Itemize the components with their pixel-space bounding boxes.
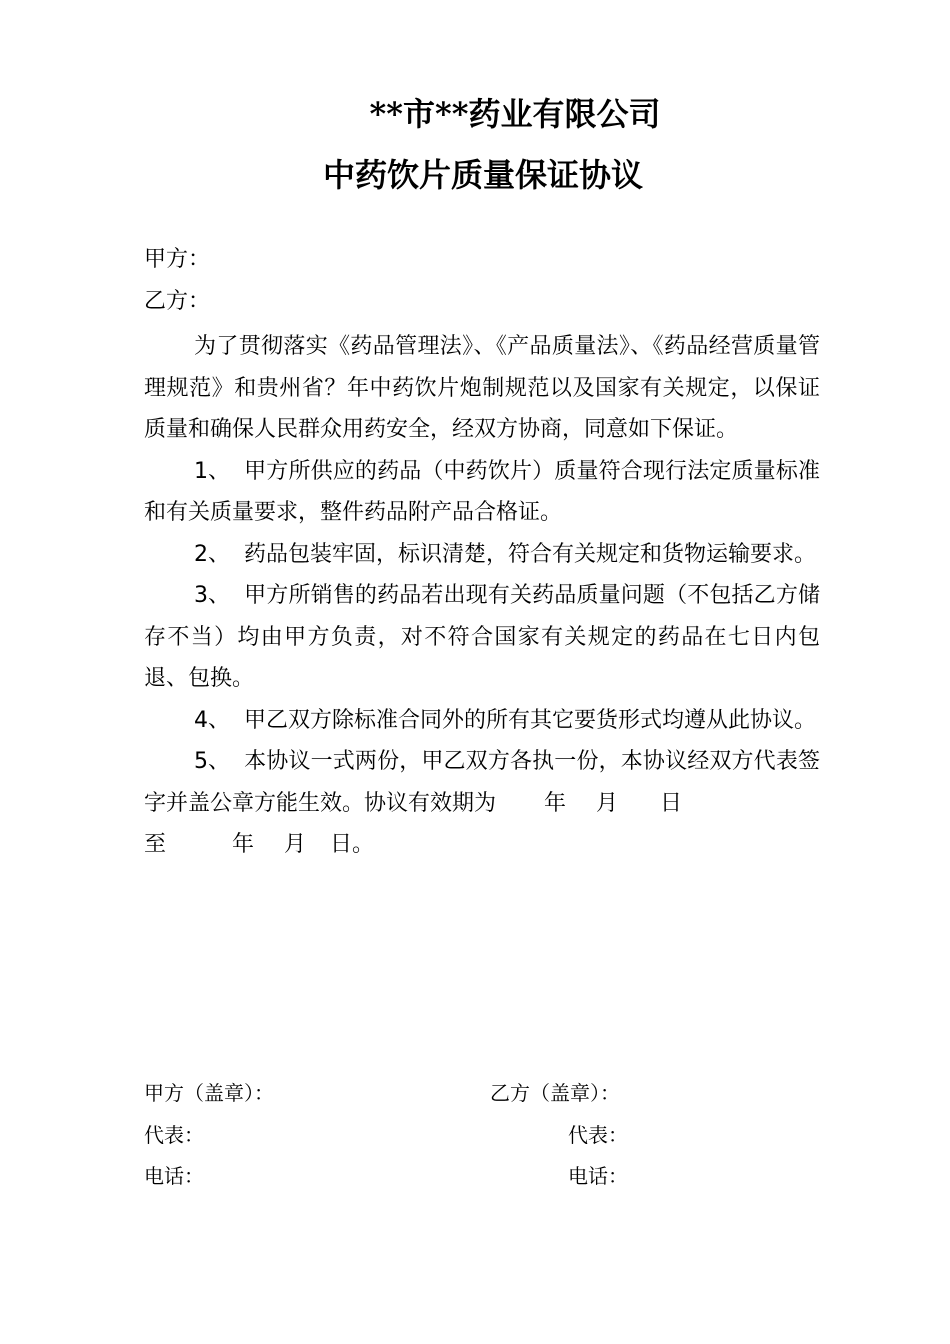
company-name: **市**药业有限公司 [369, 95, 661, 133]
clause-number: 3、 [194, 583, 230, 608]
clause-text: 甲乙双方除标准合同外的所有其它要货形式均遵从此协议。 [244, 707, 817, 733]
clause-text: 本协议一式两份，甲乙双方各执一份，本协议经双方代表签字并盖公章方能生效。协议有效期为 [144, 749, 820, 816]
clause-number: 5、 [194, 749, 230, 774]
party-b-phone-label: 电话： [568, 1164, 628, 1188]
date-to-label: 至 [144, 832, 167, 857]
date-to-month: 月 [284, 832, 307, 857]
party-a-label: 甲方： [144, 247, 211, 272]
clause-1 [144, 451, 820, 534]
party-a-phone-label: 电话： [144, 1164, 204, 1188]
date-from-day: 日 [660, 790, 683, 816]
clause-3 [144, 575, 820, 700]
clause-4 [144, 700, 820, 742]
intro-paragraph: 为了贯彻落实《药品管理法》、《产品质量法》、《药品经营质量管理规范》和贵州省？年中药饮片炮制规范以及国家有关规定，以保证质量和确保人民群众用药安全，经双方协商，同意如下保证。 [144, 334, 820, 442]
agreement-body [144, 326, 820, 866]
party-a-rep-label: 代表： [144, 1123, 204, 1147]
clause-2 [144, 534, 820, 576]
clause-number: 4、 [194, 707, 230, 733]
party-a-seal-label: 甲方（盖章）： [144, 1081, 274, 1105]
clause-text: 甲方所供应的药品（中药饮片）质量符合现行法定质量标准和有关质量要求，整件药品附产品合格证。 [144, 458, 820, 525]
clause-number: 2、 [194, 541, 230, 567]
clause-text: 药品包装牢固，标识清楚，符合有关规定和货物运输要求。 [244, 541, 817, 567]
date-to-year: 年 [232, 832, 255, 857]
party-b-label: 乙方： [144, 289, 211, 314]
date-from-month: 月 [596, 790, 619, 816]
clause-text: 甲方所销售的药品若出现有关药品质量问题（不包括乙方储存不当）均由甲方负责，对不符合国家有关规定的药品在七日内包退、包换。 [144, 583, 820, 691]
party-b-rep-label: 代表： [568, 1123, 628, 1147]
party-b-seal-label: 乙方（盖章）： [490, 1081, 620, 1105]
date-from-year: 年 [544, 790, 567, 816]
clause-number: 1、 [194, 458, 230, 484]
agreement-title: 中药饮片质量保证协议 [322, 156, 643, 194]
date-to-day: 日。 [330, 832, 375, 857]
clause-5 [144, 741, 820, 866]
